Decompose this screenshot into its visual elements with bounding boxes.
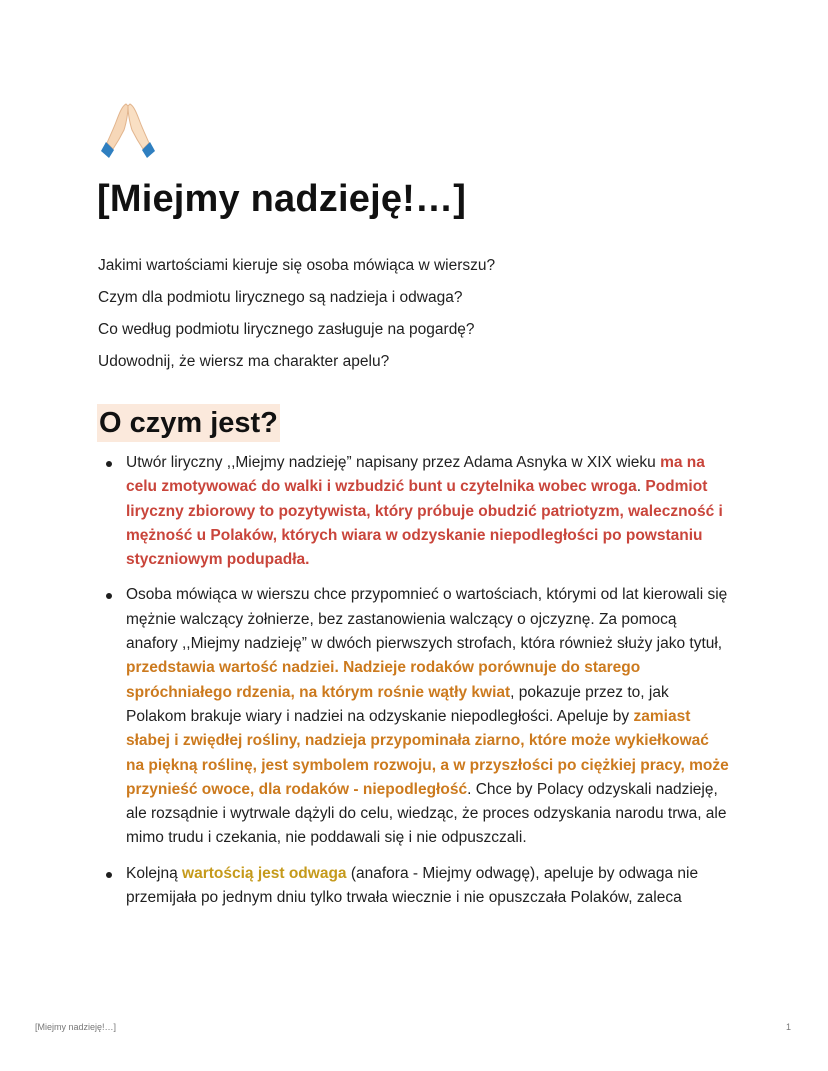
list-item [98,862,730,911]
page-title: [Miejmy nadzieję!…] [97,178,467,220]
bullet-3-seg-1: wartością jest odwaga [182,864,347,882]
bullet-1-seg-3: Podmiot liryczny zbiorowy to pozytywista, który próbuje obudzić patriotyzm, waleczność i mężność u Polaków, których wiara w odzyskanie niepodległości po powstaniu styczniowym podupadła. [126,478,723,569]
bullet-3-seg-0: Kolejną [126,864,183,882]
folded-hands-icon [100,100,156,166]
list-item [98,451,730,572]
questions-list [98,255,738,383]
section-heading: O czym jest? [97,404,280,442]
question-2: Czym dla podmiotu lirycznego są nadzieja i odwaga? [98,289,463,306]
bullet-2-seg-3: zamiast słabej i zwiędłej rośliny, nadzieja przypominała ziarno, które może wykiełkować na piękną roślinę, jest symbolem rozwoju, a w przyszłości po ciężkiej pracy, może przynieść owoce, dla rodaków - niepodległość [126,707,729,798]
bullet-2-seg-0: Osoba mówiąca w wierszu chce przypomnieć o wartościach, którymi od lat kierowali się mężnie walczący żołnierze, bez zastanowienia walczący o ojczyznę. Za pomocą anafory ,,Miejmy nadzieję” w dwóch pierwszych strofach, która również służy jako tytuł, [126,586,728,653]
bullet-1-seg-0: Utwór liryczny ,,Miejmy nadzieję” napisany przez Adama Asnyka w XIX wieku [126,454,661,471]
question-4: Udowodnij, że wiersz ma charakter apelu? [98,353,390,370]
question-3: Co według podmiotu lirycznego zasługuje na pogardę? [98,321,475,338]
footer-title: [Miejmy nadzieję!…] [35,1022,117,1032]
bullet-2-seg-1: przedstawia wartość nadziei. Nadzieje rodaków porównuje do starego spróchniałego rdzenia, na którym rośnie wątły kwiat [126,659,641,701]
bullet-1-seg-1: ma na celu zmotywować do walki i wzbudzić bunt u czytelnika wobec wroga [126,454,705,496]
bullet-dot [106,593,112,599]
question-1: Jakimi wartościami kieruje się osoba mówiąca w wierszu? [98,257,496,274]
list-item [98,583,730,850]
bullet-dot [106,872,112,878]
bullet-2-seg-4: . Chce by Polacy odzyskali nadzieję, ale rozsądnie i wytrwale dążyli do celu, wiedząc, że proces odzyskania narodu trwa, ale mimo trudu i czekania, nie poddawali się i nie odpuszczali. [126,780,727,847]
bullet-list [98,451,730,921]
bullet-3-seg-2: (anafora - Miejmy odwagę), apeluje by odwaga nie przemijała po jednym dniu tylko trwała wiecznie i nie opuszczała Polaków, zaleca [126,864,699,907]
bullet-1-seg-2: . [636,478,646,496]
bullet-2-seg-2: , pokazuje przez to, jak Polakom brakuje wiary i nadziei na odzyskanie niepodległości. Apeluje by [126,683,669,725]
bullet-dot [106,461,112,467]
page-number: 1 [785,1022,791,1032]
